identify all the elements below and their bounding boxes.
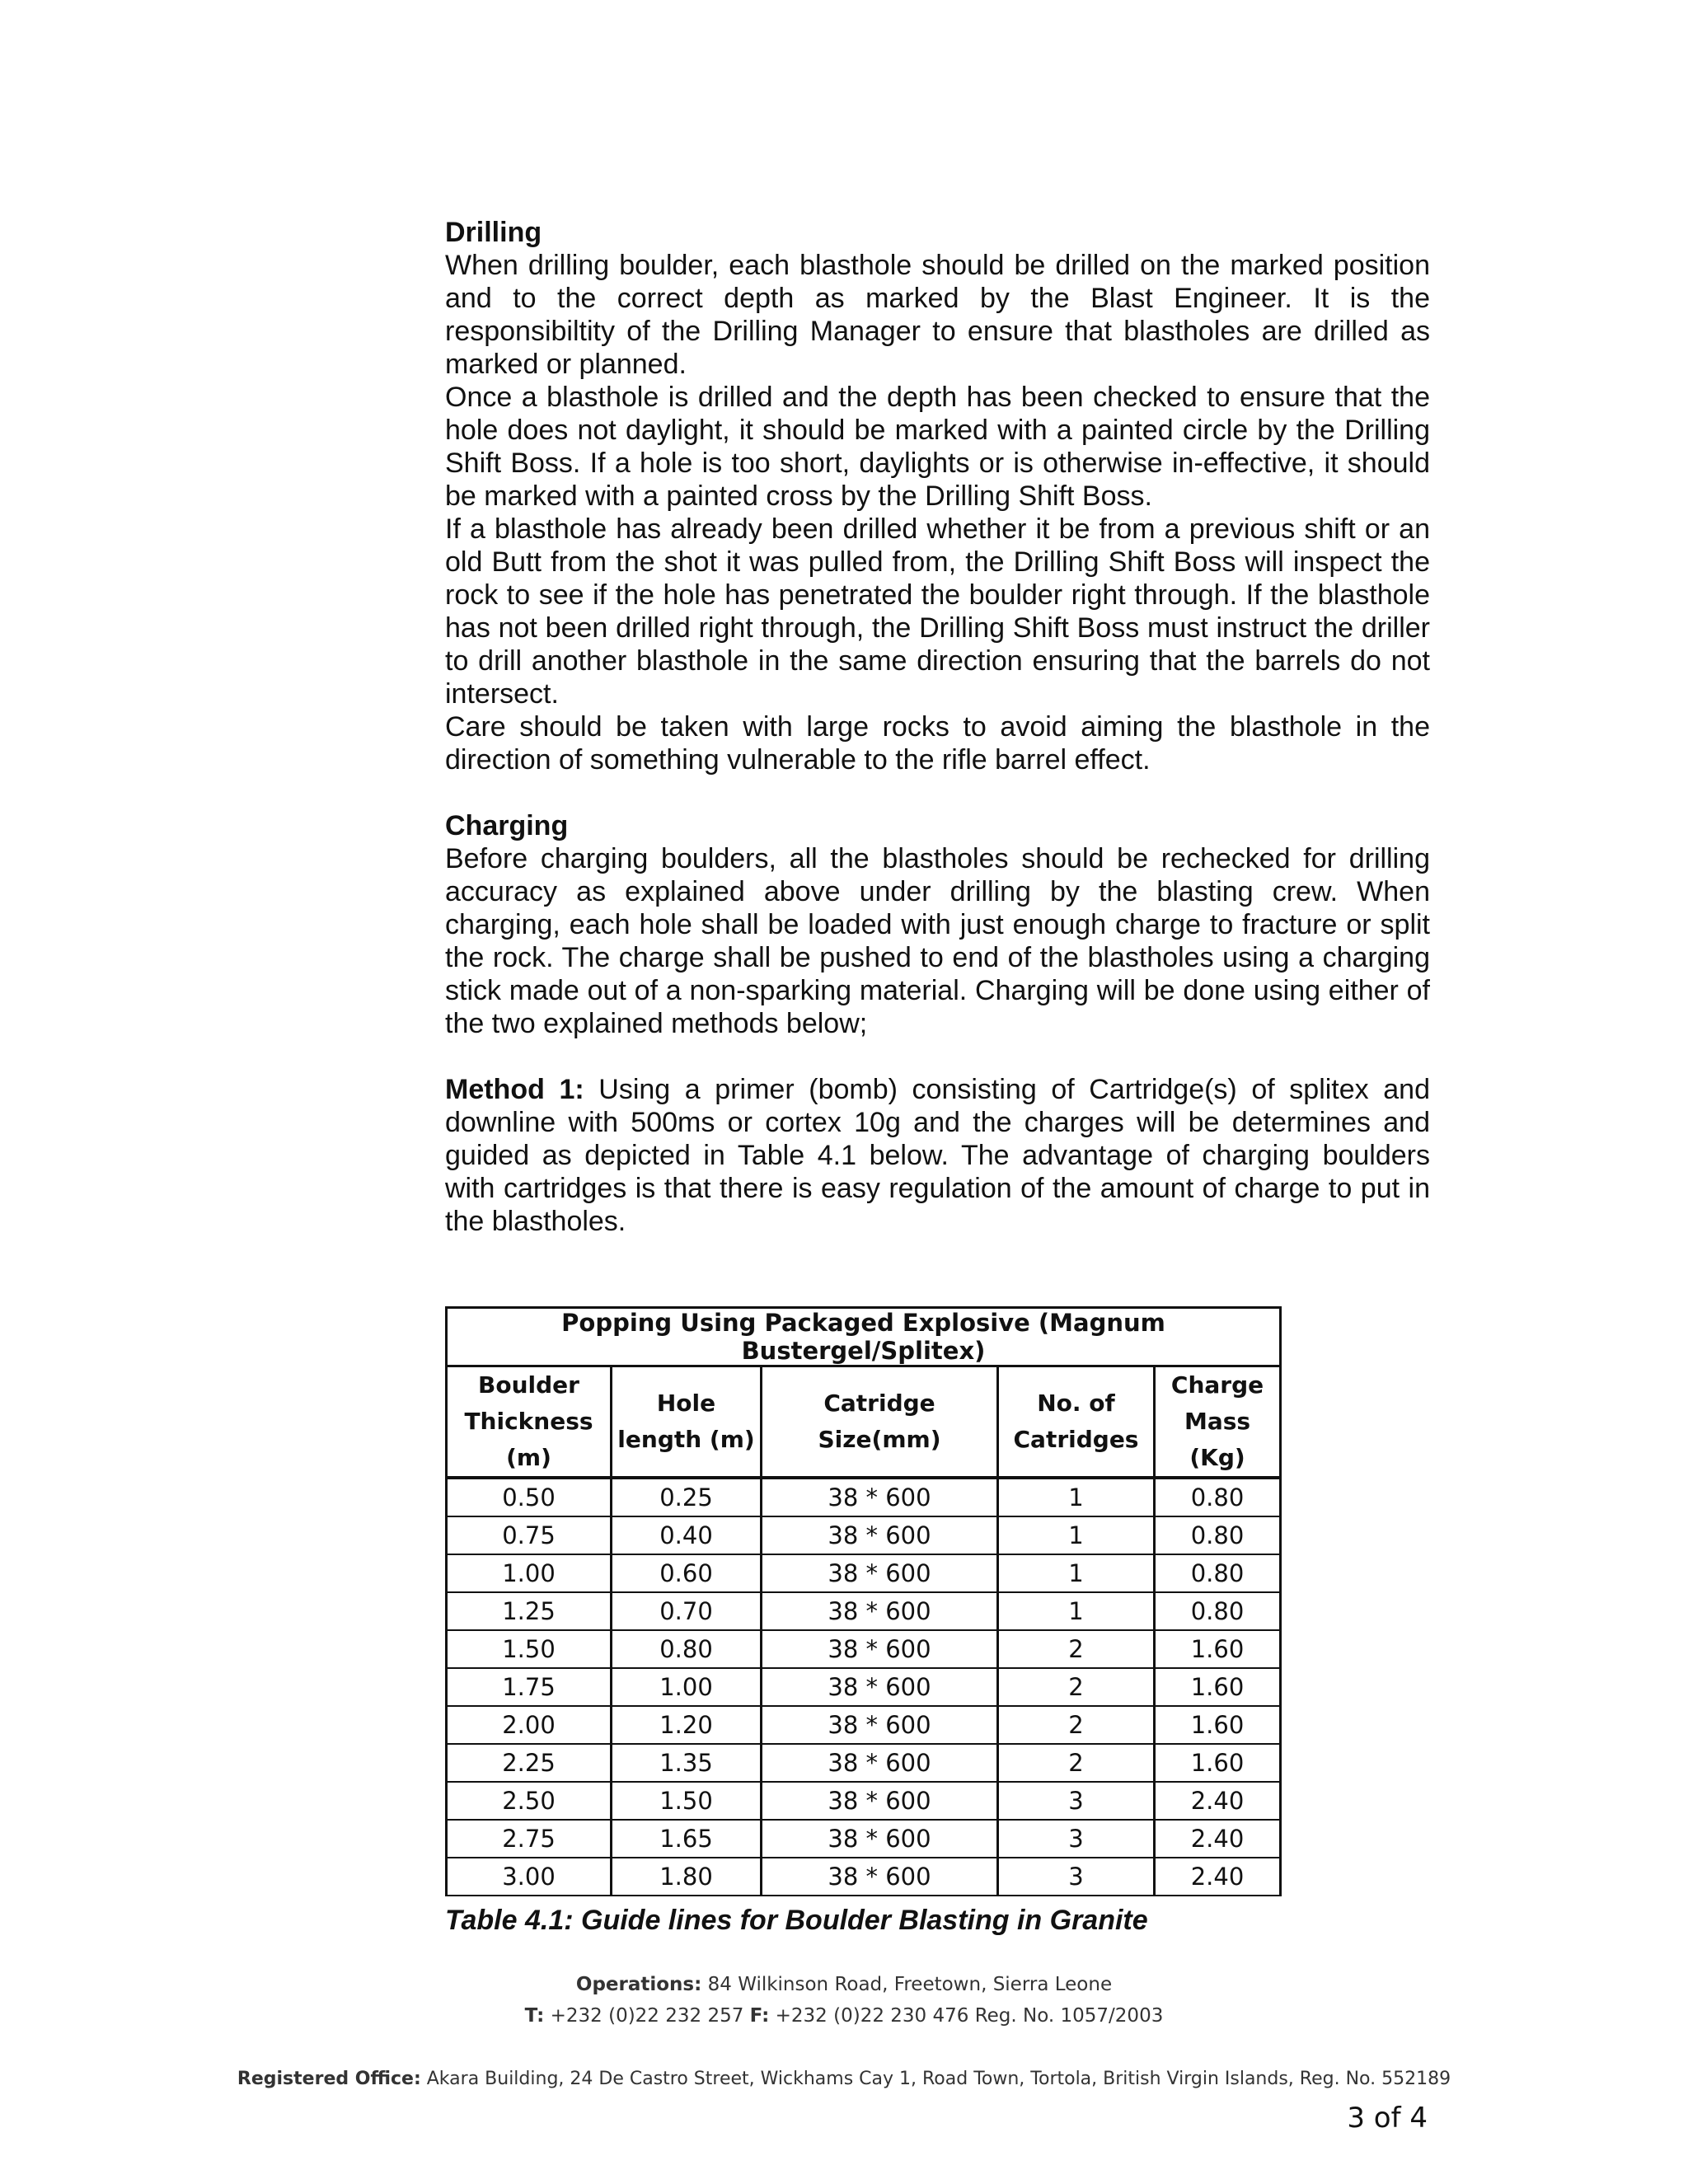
- table-cell: 38 * 600: [762, 1668, 998, 1706]
- table-cell: 0.70: [612, 1592, 762, 1630]
- drilling-paragraph-1: When drilling boulder, each blasthole should be drilled on the marked position and to the correct depth as marked by the Blast Engineer. It is the responsibiltity of the Drilling Manager to ensure that blastholes are drilled as marked or planned.: [445, 250, 1430, 380]
- table-cell: 1.60: [1155, 1706, 1281, 1744]
- page-number: 3 of 4: [1347, 2102, 1428, 2135]
- table-cell: 0.60: [612, 1554, 762, 1592]
- fax-label: F:: [749, 2005, 770, 2027]
- table-cell: 38 * 600: [762, 1554, 998, 1592]
- table-cell: 0.25: [612, 1478, 762, 1516]
- table-cell: 3.00: [447, 1858, 612, 1896]
- table-cell: 0.50: [447, 1478, 612, 1516]
- table-cell: 2.00: [447, 1706, 612, 1744]
- table-cell: 0.75: [447, 1516, 612, 1554]
- tel-number: +232 (0)22 232 257: [544, 2005, 750, 2027]
- table-row: [447, 1782, 1281, 1820]
- table-cell: 1: [998, 1592, 1155, 1630]
- table-cell: 1.00: [447, 1554, 612, 1592]
- table-cell: 2: [998, 1668, 1155, 1706]
- table-cell: 3: [998, 1858, 1155, 1896]
- table-title: Popping Using Packaged Explosive (Magnum Bustergel/Splitex): [447, 1308, 1281, 1366]
- drilling-paragraph-3: If a blasthole has already been drilled whether it be from a previous shift or an old Butt from the shot it was pulled from, the Drilling Shift Boss will inspect the rock to see if the hole has penetrated the boulder right through. If the blasthole has not been drilled right through, the Drilling Shift Boss must instruct the driller to drill another blasthole in the same direction ensuring that the barrels do not intersect.: [445, 513, 1430, 710]
- header-charge-mass: Charge Mass (Kg): [1155, 1366, 1281, 1479]
- boulder-blasting-table-wrap: [445, 1306, 1279, 1896]
- table-cell: 2.40: [1155, 1858, 1281, 1896]
- table-cell: 2.50: [447, 1782, 612, 1820]
- table-row: [447, 1592, 1281, 1630]
- table-cell: 38 * 600: [762, 1478, 998, 1516]
- footer-registered-office: [0, 2069, 1688, 2089]
- table-cell: 3: [998, 1820, 1155, 1858]
- table-cell: 1.60: [1155, 1668, 1281, 1706]
- table-row: [447, 1820, 1281, 1858]
- operations-address: 84 Wilkinson Road, Freetown, Sierra Leone: [701, 1974, 1113, 1995]
- drilling-heading: Drilling: [445, 217, 542, 248]
- tel-label: T:: [524, 2005, 545, 2027]
- table-caption: Table 4.1: Guide lines for Boulder Blasting in Granite: [445, 1905, 1148, 1936]
- table-cell: 0.80: [1155, 1554, 1281, 1592]
- table-cell: 2.40: [1155, 1782, 1281, 1820]
- header-hole-length: Hole length (m): [612, 1366, 762, 1479]
- table-header-row: [447, 1366, 1281, 1479]
- charging-paragraph: Before charging boulders, all the blastholes should be rechecked for drilling accuracy as explained above under drilling by the blasting crew. When charging, each hole shall be loaded with just enough charge to fracture or split the rock. The charge shall be pushed to end of the blastholes using a charging stick made out of a non-sparking material. Charging will be done using either of the two explained methods below;: [445, 843, 1430, 1039]
- table-cell: 1.60: [1155, 1744, 1281, 1782]
- table-row: [447, 1478, 1281, 1516]
- table-cell: 38 * 600: [762, 1820, 998, 1858]
- table-cell: 0.40: [612, 1516, 762, 1554]
- fax-number: +232 (0)22 230 476 Reg. No. 1057/2003: [769, 2005, 1164, 2027]
- table-row: [447, 1706, 1281, 1744]
- table-cell: 1.35: [612, 1744, 762, 1782]
- document-body: [445, 216, 1430, 1238]
- table-cell: 2: [998, 1706, 1155, 1744]
- table-cell: 1: [998, 1516, 1155, 1554]
- registered-address: Akara Building, 24 De Castro Street, Wickhams Cay 1, Road Town, Tortola, British Virgin Islands, Reg. No. 552189: [420, 2069, 1451, 2089]
- operations-label: Operations:: [575, 1974, 702, 1995]
- table-cell: 38 * 600: [762, 1592, 998, 1630]
- table-cell: 38 * 600: [762, 1744, 998, 1782]
- table-cell: 2.40: [1155, 1820, 1281, 1858]
- header-catridge-size: Catridge Size(mm): [762, 1366, 998, 1479]
- table-cell: 38 * 600: [762, 1516, 998, 1554]
- boulder-blasting-table: [445, 1306, 1282, 1896]
- table-cell: 1.80: [612, 1858, 762, 1896]
- table-cell: 0.80: [1155, 1478, 1281, 1516]
- registered-label: Registered Office:: [237, 2069, 421, 2089]
- header-no-of-catridges: No. of Catridges: [998, 1366, 1155, 1479]
- table-cell: 1.25: [447, 1592, 612, 1630]
- table-cell: 1: [998, 1554, 1155, 1592]
- footer-contact: [0, 2005, 1688, 2027]
- table-cell: 3: [998, 1782, 1155, 1820]
- table-row: [447, 1858, 1281, 1896]
- table-cell: 38 * 600: [762, 1782, 998, 1820]
- table-cell: 1.00: [612, 1668, 762, 1706]
- table-row: [447, 1630, 1281, 1668]
- drilling-paragraph-4: Care should be taken with large rocks to avoid aiming the blasthole in the direction of something vulnerable to the rifle barrel effect.: [445, 711, 1430, 776]
- table-cell: 1: [998, 1478, 1155, 1516]
- table-cell: 1.20: [612, 1706, 762, 1744]
- table-cell: 0.80: [1155, 1516, 1281, 1554]
- table-cell: 2.75: [447, 1820, 612, 1858]
- footer-operations: [0, 1974, 1688, 1995]
- table-cell: 0.80: [612, 1630, 762, 1668]
- table-cell: 1.75: [447, 1668, 612, 1706]
- table-cell: 38 * 600: [762, 1858, 998, 1896]
- drilling-paragraph-2: Once a blasthole is drilled and the depth has been checked to ensure that the hole does not daylight, it should be marked with a painted circle by the Drilling Shift Boss. If a hole is too short, daylights or is otherwise in-effective, it should be marked with a painted cross by the Drilling Shift Boss.: [445, 382, 1430, 512]
- table-cell: 1.50: [612, 1782, 762, 1820]
- table-row: [447, 1668, 1281, 1706]
- table-cell: 2: [998, 1744, 1155, 1782]
- table-cell: 2: [998, 1630, 1155, 1668]
- header-boulder-thickness: Boulder Thickness (m): [447, 1366, 612, 1479]
- table-cell: 1.65: [612, 1820, 762, 1858]
- table-cell: 1.60: [1155, 1630, 1281, 1668]
- table-cell: 38 * 600: [762, 1630, 998, 1668]
- table-row: [447, 1554, 1281, 1592]
- table-row: [447, 1516, 1281, 1554]
- method-1-paragraph: [445, 1073, 1430, 1238]
- charging-heading: Charging: [445, 810, 569, 841]
- table-cell: 1.50: [447, 1630, 612, 1668]
- table-row: [447, 1744, 1281, 1782]
- method-1-label: Method 1:: [445, 1074, 584, 1105]
- table-cell: 0.80: [1155, 1592, 1281, 1630]
- table-cell: 2.25: [447, 1744, 612, 1782]
- method-1-text: Using a primer (bomb) consisting of Cartridge(s) of splitex and downline with 500ms or cortex 10g and the charges will be determines and guided as depicted in Table 4.1 below. The advantage of charging boulders with cartridges is that there is easy regulation of the amount of charge to put in the blastholes.: [445, 1074, 1430, 1237]
- table-cell: 38 * 600: [762, 1706, 998, 1744]
